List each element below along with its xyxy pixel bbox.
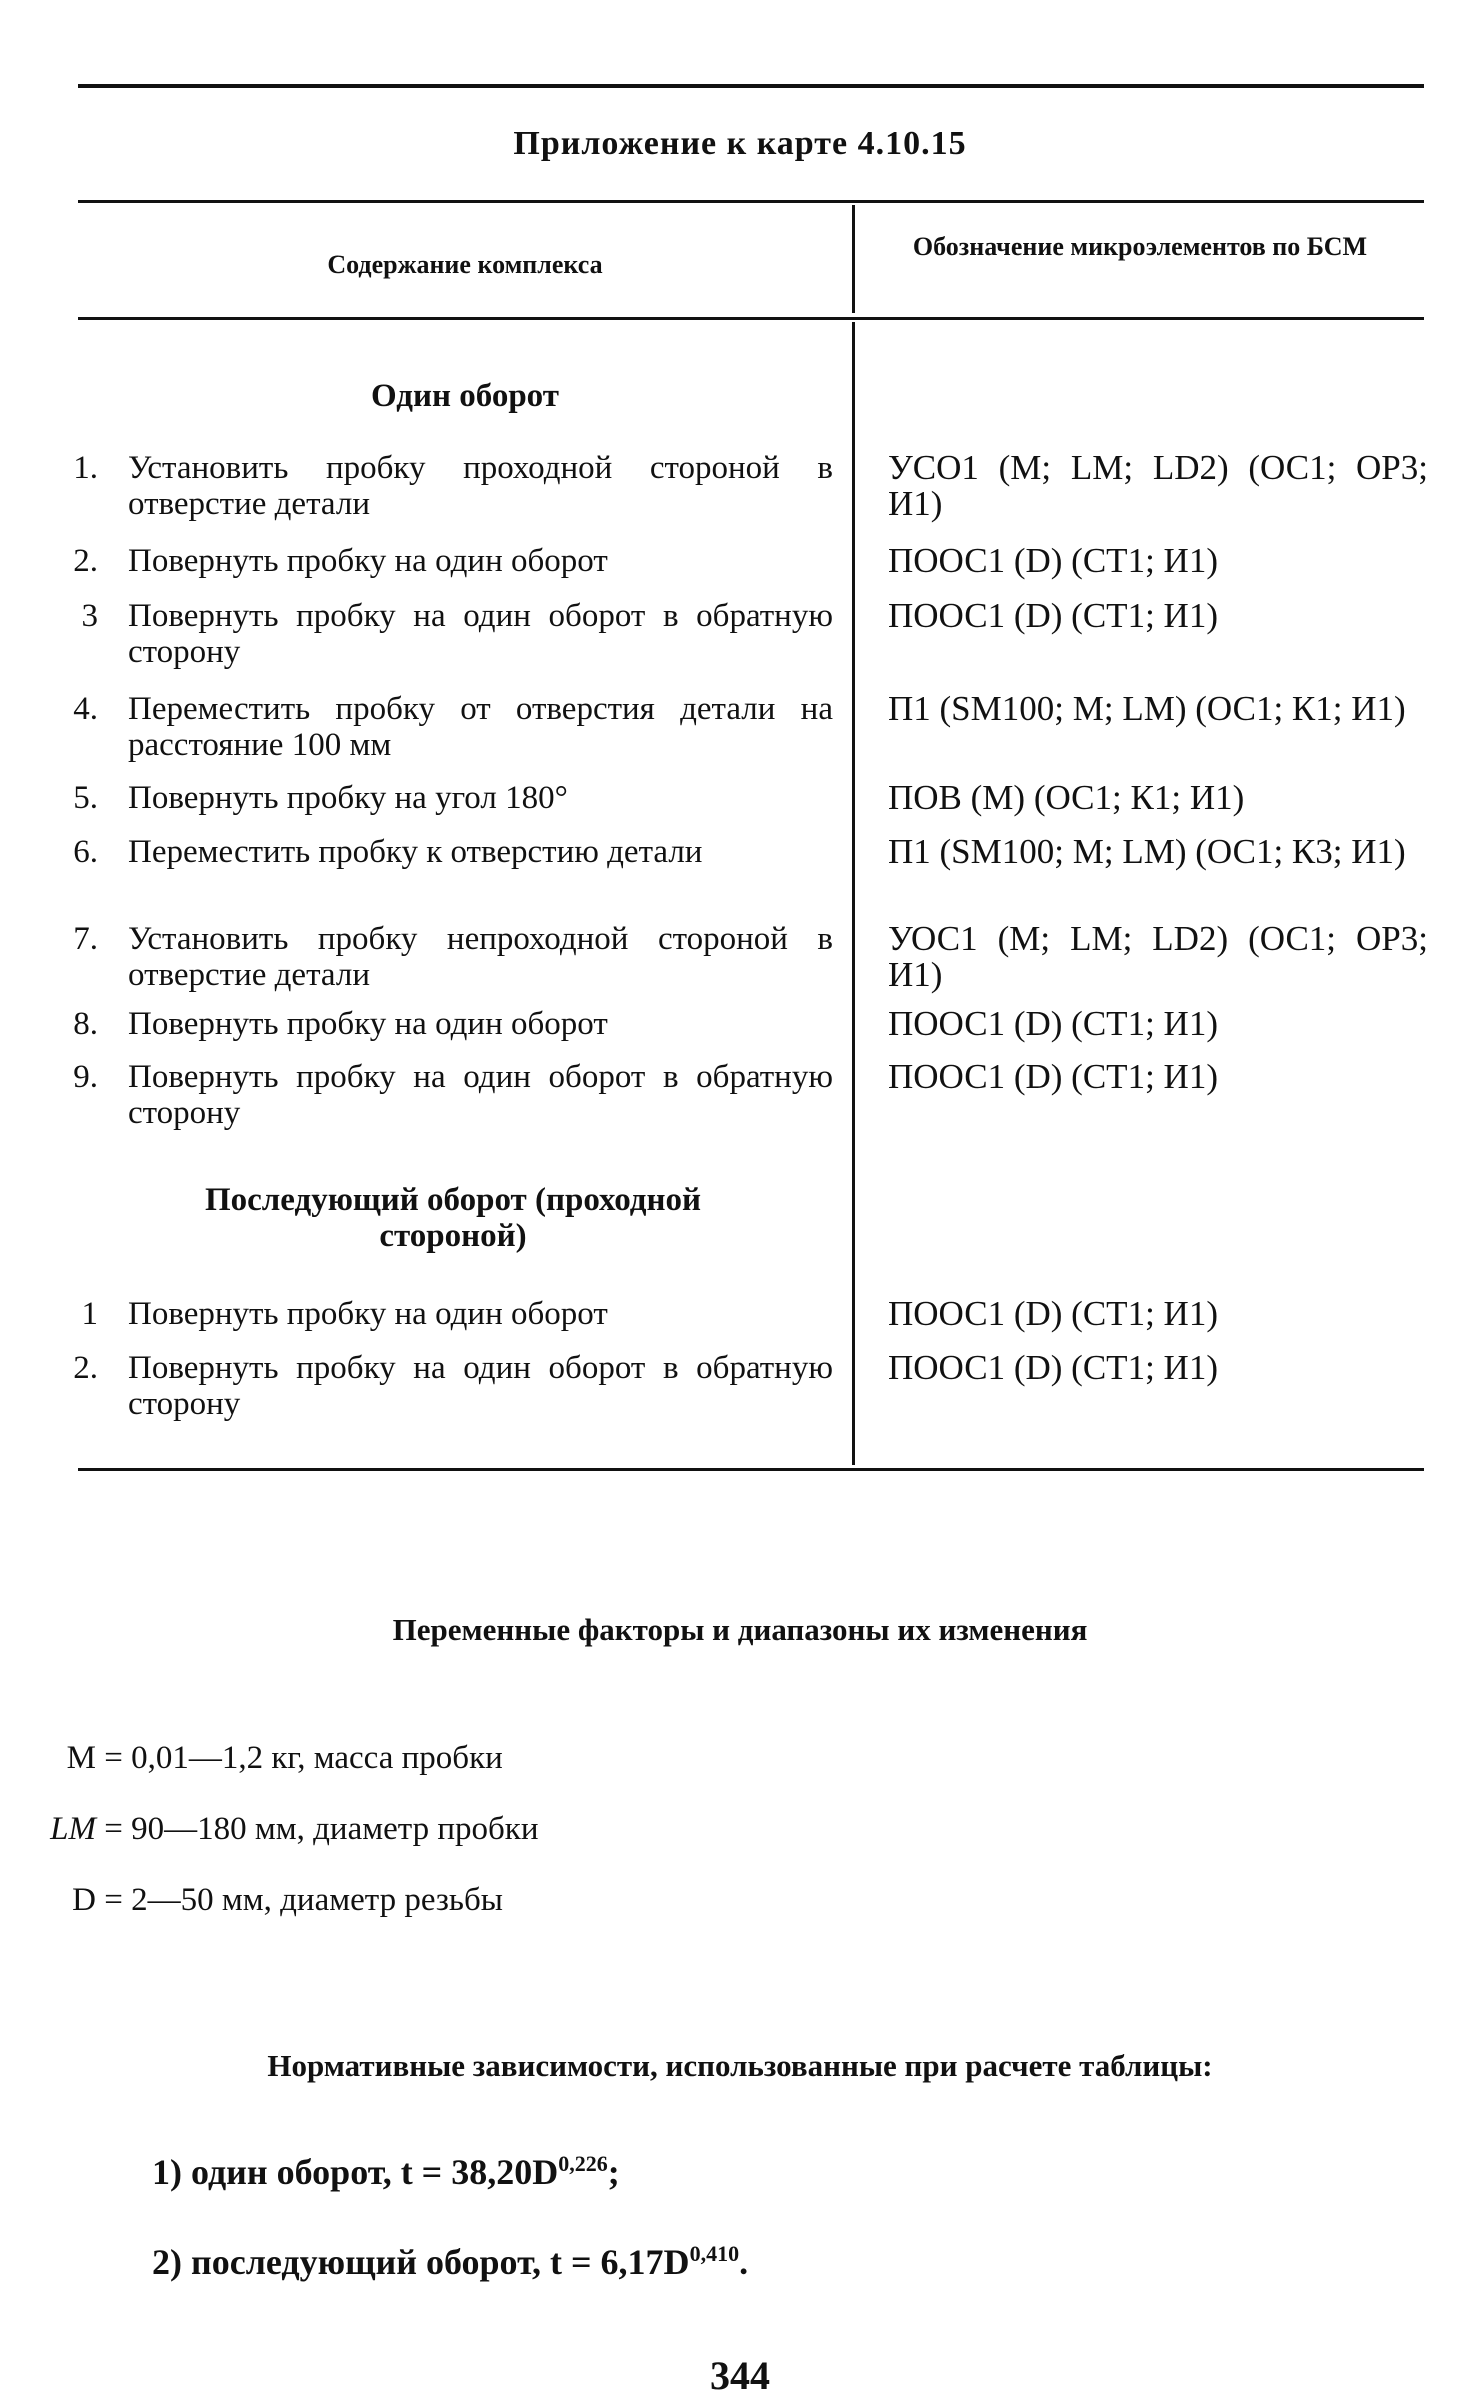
row-text: Установить пробку проходной стороной в отверстие детали xyxy=(128,450,833,522)
row-number: 4. xyxy=(73,691,98,727)
table-top-rule xyxy=(78,200,1424,203)
row-text: Переместить пробку к отверстию детали xyxy=(128,834,703,870)
row-code: ПООС1 (D) (СТ1; И1) xyxy=(888,1294,1218,1333)
factor-symbol: LM xyxy=(50,1811,96,1847)
formula-suffix: . xyxy=(739,2242,749,2282)
table-header-divider xyxy=(852,205,855,313)
table-header-rule xyxy=(78,317,1424,320)
formula-next-turn xyxy=(152,2232,748,2284)
row-code: ПОВ (М) (ОС1; К1; И1) xyxy=(888,778,1245,817)
row-number: 2. xyxy=(73,543,98,579)
equals-sign: = xyxy=(104,1882,132,1918)
formula-exponent: 0,226 xyxy=(558,2151,608,2176)
row-code: ПООС1 (D) (СТ1; И1) xyxy=(888,1004,1218,1043)
row-number: 7. xyxy=(73,921,98,957)
row-number: 3 xyxy=(81,598,98,634)
row-code: ПООС1 (D) (СТ1; И1) xyxy=(888,1348,1218,1387)
formula-text: 2) последующий оборот, t = 6,17D xyxy=(152,2242,690,2282)
factor-line xyxy=(0,1809,539,1849)
row-text: Установить пробку непроходной стороной в отверстие детали xyxy=(128,921,833,993)
table-bottom-rule xyxy=(78,1468,1424,1471)
row-number: 9. xyxy=(73,1059,98,1095)
factors-heading: Переменные факторы и диапазоны их изменения xyxy=(392,1612,1088,1647)
formula-exponent: 0,410 xyxy=(689,2241,740,2266)
page-title: Приложение к карте 4.10.15 xyxy=(513,125,967,162)
equals-sign: = xyxy=(104,1811,132,1847)
factor-description: 90—180 мм, диаметр пробки xyxy=(131,1811,539,1847)
row-code: П1 (SM100; М; LM) (ОС1; К1; И1) xyxy=(888,689,1406,728)
section-title-next-turn: Последующий оборот (проходной стороной) xyxy=(204,1182,702,1254)
factor-symbol: D xyxy=(72,1882,96,1918)
equals-sign: = xyxy=(104,1740,132,1776)
factor-description: 2—50 мм, диаметр резьбы xyxy=(131,1882,503,1918)
row-number: 1 xyxy=(81,1296,98,1332)
row-code: ПООС1 (D) (СТ1; И1) xyxy=(888,596,1218,635)
row-number: 5. xyxy=(73,780,98,816)
row-number: 2. xyxy=(73,1350,98,1386)
table-column-divider xyxy=(852,322,855,1465)
row-text: Повернуть пробку на один оборот xyxy=(128,1006,608,1042)
row-text: Повернуть пробку на угол 180° xyxy=(128,780,568,816)
factor-description: 0,01—1,2 кг, масса пробки xyxy=(131,1740,503,1776)
row-number: 8. xyxy=(73,1006,98,1042)
row-code: УОС1 (М; LM; LD2) (ОС1; ОР3; И1) xyxy=(888,919,1428,994)
top-rule xyxy=(78,84,1424,88)
row-text: Повернуть пробку на один оборот xyxy=(128,1296,608,1332)
row-text: Повернуть пробку на один оборот в обратную сторону xyxy=(128,598,833,670)
row-code: ПООС1 (D) (СТ1; И1) xyxy=(888,1057,1218,1096)
row-code: П1 (SM100; М; LM) (ОС1; К3; И1) xyxy=(888,832,1406,871)
row-code: ПООС1 (D) (СТ1; И1) xyxy=(888,541,1218,580)
formula-suffix: ; xyxy=(607,2152,620,2192)
table-header-designation: Обозначение микроэлементов по БСМ xyxy=(912,232,1368,261)
row-number: 6. xyxy=(73,834,98,870)
formula-text: 1) один оборот, t = 38,20D xyxy=(152,2152,559,2192)
section-title-one-turn: Один оборот xyxy=(371,378,559,414)
row-text: Повернуть пробку на один оборот xyxy=(128,543,608,579)
row-number: 1. xyxy=(73,450,98,486)
row-text: Повернуть пробку на один оборот в обратную сторону xyxy=(128,1059,833,1131)
formula-one-turn xyxy=(152,2142,620,2194)
row-code: УСО1 (М; LM; LD2) (ОС1; ОР3; И1) xyxy=(888,448,1428,523)
normative-heading: Нормативные зависимости, использованные при расчете таблицы: xyxy=(267,2048,1213,2083)
factor-line xyxy=(0,1738,503,1778)
factor-line xyxy=(0,1880,503,1920)
row-text: Повернуть пробку на один оборот в обратную сторону xyxy=(128,1350,833,1422)
factor-symbol: М xyxy=(66,1740,96,1776)
table-header-content: Содержание комплекса xyxy=(327,250,603,279)
page-number: 344 xyxy=(710,2353,770,2398)
row-text: Переместить пробку от отверстия детали на расстояние 100 мм xyxy=(128,691,833,763)
